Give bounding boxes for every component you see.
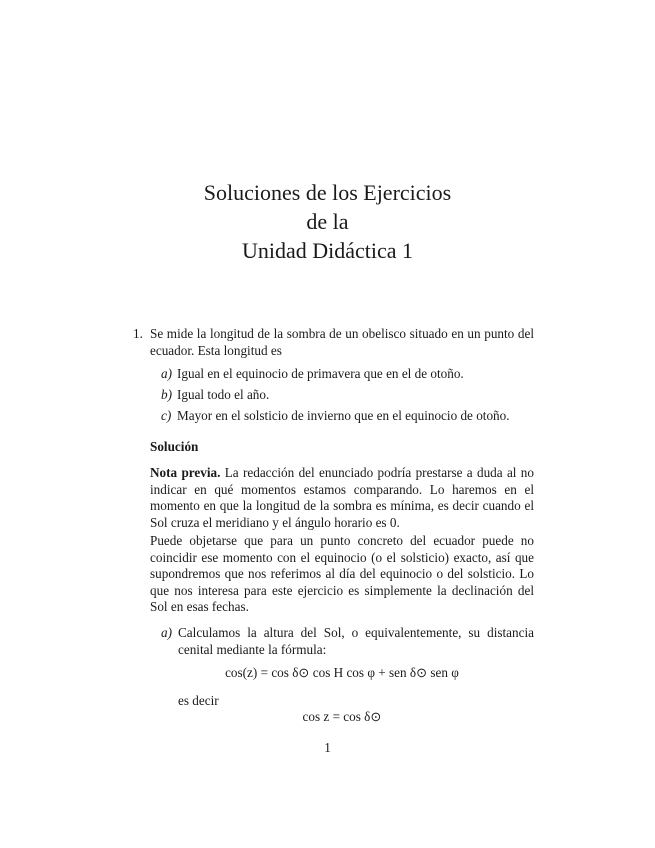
option-a-text: Igual en el equinocio de primavera que en el de otoño. — [177, 366, 464, 381]
question-number: 1. — [133, 326, 143, 341]
item-a-label: a) — [161, 625, 172, 640]
option-c-label: c) — [161, 408, 172, 423]
item-a-text: Calculamos la altura del Sol, o equivalentemente, su distancia cenital mediante la fórmula: — [178, 625, 534, 657]
option-c-text: Mayor en el solsticio de invierno que en el equinocio de otoño. — [177, 408, 510, 423]
formula-1: cos(z) = cos δ⊙ cos H cos φ + sen δ⊙ sen φ — [225, 665, 459, 680]
option-b-text: Igual todo el año. — [177, 387, 270, 402]
option-a — [161, 366, 541, 383]
note-label: Nota previa. — [150, 465, 221, 480]
formula-2: cos z = cos δ⊙ — [302, 709, 382, 724]
paragraph-2: Puede objetarse que para un punto concreto del ecuador puede no coincidir ese momento con el equinocio (o el solsticio) exacto, así que supondremos que nos referimos al día del equinocio o del solsticio. Lo que nos interesa para este ejercicio es simplemente la declinación del Sol en esas fechas. — [150, 533, 534, 615]
page-title — [0, 178, 655, 265]
option-c — [161, 408, 541, 425]
option-b — [161, 387, 541, 404]
page-number: 1 — [324, 740, 331, 755]
solution-heading: Solución — [150, 439, 199, 454]
option-b-label: b) — [161, 387, 172, 402]
option-a-label: a) — [161, 366, 172, 381]
title-line-3: Unidad Didáctica 1 — [241, 238, 414, 263]
title-line-1: Soluciones de los Ejercicios — [203, 180, 452, 205]
title-line-2: de la — [306, 209, 349, 234]
note-text: La redacción del enunciado podría prestarse a duda al no indicar en qué momentos estamos comparando. Lo haremos en el momento en que la longitud de la sombra es mínima, es decir cuando el Sol cruza el meridiano y el ángulo horario es 0. — [150, 465, 534, 530]
note-paragraph — [150, 465, 534, 531]
question-text: Se mide la longitud de la sombra de un obelisco situado en un punto del ecuador. Esta longitud es — [150, 326, 534, 358]
es-decir-text: es decir — [178, 693, 219, 708]
